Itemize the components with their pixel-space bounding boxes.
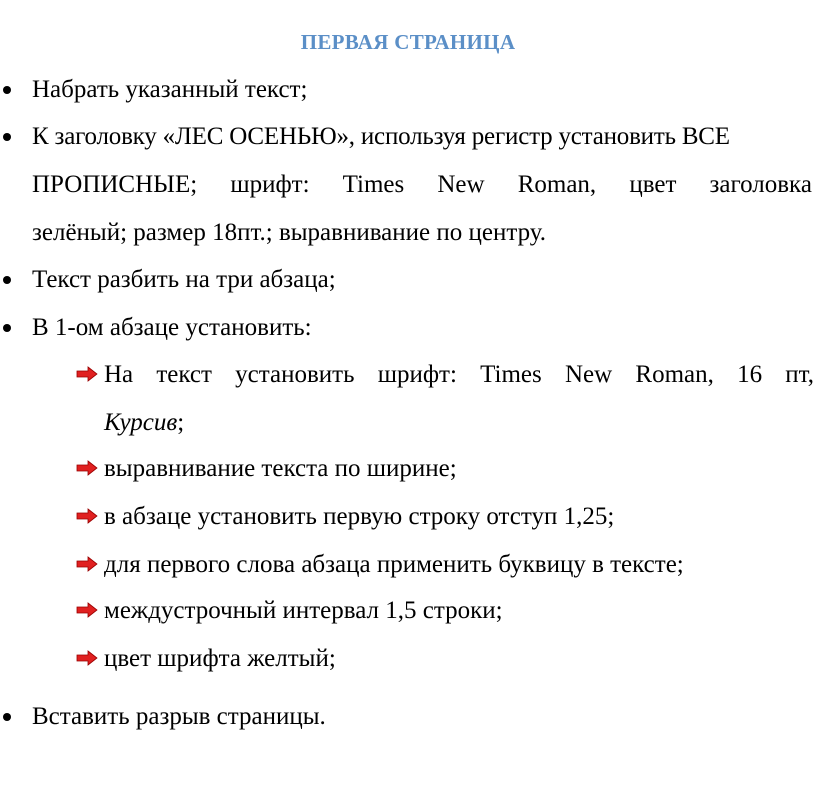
sub-item-1-line-2 — [104, 408, 184, 438]
justified-word: Roman, — [517, 171, 597, 198]
sub-item-2: выравнивание текста по ширине; — [104, 455, 457, 482]
bullet-dot — [3, 324, 11, 332]
list-item-2-line-1: К заголовку «ЛЕС ОСЕНЬЮ», используя регистр установить ВСЕ — [32, 123, 730, 150]
justified-word: Roman, — [635, 361, 714, 388]
justified-word: шрифт: — [230, 171, 310, 198]
justified-word: цвет — [629, 171, 677, 198]
red-arrow-icon — [76, 366, 98, 382]
justified-word: New — [564, 361, 613, 388]
red-arrow-icon — [76, 460, 98, 476]
sub-item-5: междустрочный интервал 1,5 строки; — [104, 597, 503, 624]
justified-word: Times — [342, 171, 405, 198]
red-arrow-icon — [76, 508, 98, 524]
red-arrow-icon — [76, 556, 98, 572]
red-arrow-icon — [76, 602, 98, 618]
sub-item-4: для первого слова абзаца применить буквицу в тексте; — [104, 551, 684, 578]
sub-item-6: цвет шрифта желтый; — [104, 645, 336, 672]
list-item-2-line-3: зелёный; размер 18пт.; выравнивание по центру. — [32, 219, 547, 246]
list-item-3: Текст разбить на три абзаца; — [32, 266, 336, 293]
italic-word: Курсив — [104, 409, 178, 436]
list-item-1: Набрать указанный текст; — [32, 76, 308, 103]
justified-word: шрифт: — [377, 361, 457, 388]
sub-item-1-line-1 — [104, 360, 814, 390]
bullet-dot — [3, 276, 11, 284]
page-title: ПЕРВАЯ СТРАНИЦА — [300, 30, 516, 54]
list-item-4: В 1-ом абзаце установить: — [32, 314, 312, 341]
justified-word: ПРОПИСНЫЕ; — [32, 171, 198, 198]
justified-word: Times — [480, 361, 542, 388]
justified-word: На — [104, 361, 134, 388]
justified-word: New — [437, 171, 485, 198]
red-arrow-icon — [76, 650, 98, 666]
sub-item-3: в абзаце установить первую строку отступ 1,25; — [104, 503, 615, 530]
list-item-2-line-2 — [32, 170, 812, 200]
justified-word: пт, — [785, 361, 814, 388]
bullet-dot — [3, 713, 11, 721]
list-item-5: Вставить разрыв страницы. — [32, 703, 326, 730]
justified-word: заголовка — [709, 171, 812, 198]
bullet-dot — [3, 86, 11, 94]
justified-word: 16 — [737, 361, 763, 388]
bullet-dot — [3, 133, 11, 141]
punctuation: ; — [177, 409, 185, 436]
justified-word: установить — [235, 361, 355, 388]
justified-word: текст — [156, 361, 212, 388]
